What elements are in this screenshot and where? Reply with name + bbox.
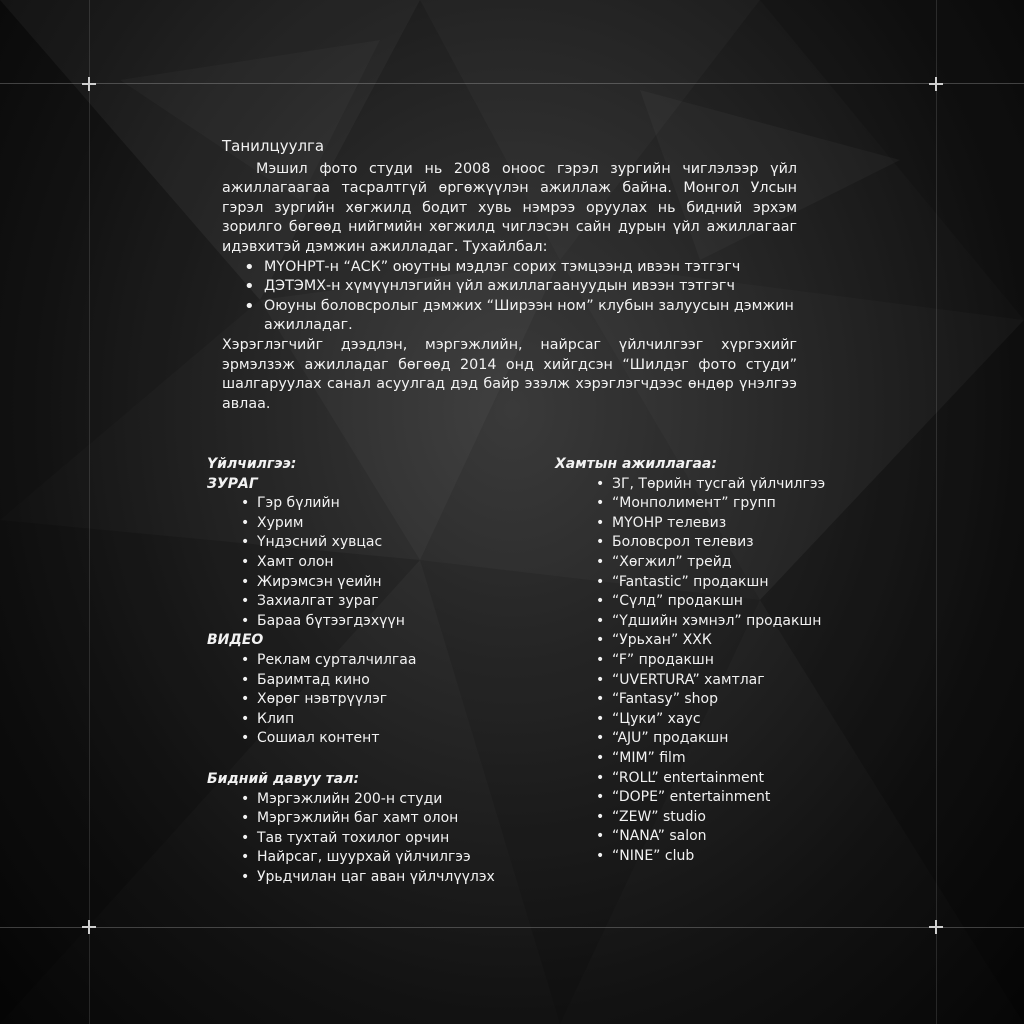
list-item: • “Урьхан” ХХК [596, 631, 855, 651]
photo-services-list [207, 494, 507, 631]
intro-paragraph: Мэшил фото студи нь 2008 оноос гэрэл зургийн чиглэлээр үйл ажиллагаагаа тасралтгүй өргөжүүлэн ажиллаж байна. Монгол Улсын гэрэл зургийн хөгжилд бодит хувь нэмрээ оруулах нь бидний эрхэм зорилго бөгөөд нийгмийн хөгжилд чиглэсэн сайн дурын үйл ажиллагааг идэвхитэй дэмжин ажилладаг. Тухайлбал: [222, 160, 797, 255]
list-item: • Жирэмсэн үеийн [241, 573, 507, 593]
list-item: • “DOPE” entertainment [596, 788, 855, 808]
list-item: • Гэр бүлийн [241, 494, 507, 514]
guide-line-top [0, 83, 1024, 84]
partners-heading: Хамтын ажиллагаа: [555, 456, 717, 472]
services-heading: Үйлчилгээ: [207, 456, 297, 472]
list-item: • Баримтад кино [241, 671, 507, 691]
list-item: • Боловсрол телевиз [596, 533, 855, 553]
photo-heading: ЗУРАГ [207, 475, 258, 492]
intro-list-item: • Оюуны боловсролыг дэмжих “Ширээн ном” клубын залуусын дэмжин ажилладаг. [244, 297, 797, 336]
intro-title: Танилцуулга [222, 137, 325, 155]
list-item: • “Сүлд” продакшн [596, 592, 855, 612]
list-item: • Урьдчилан цаг аван үйлчлүүлэх [241, 868, 507, 888]
list-item: • “Үдшийн хэмнэл” продакшн [596, 612, 855, 632]
list-item: • “F” продакшн [596, 651, 855, 671]
intro-paragraph-closing: Хэрэглэгчийг дээдлэн, мэргэжлийн, найрсаг үйлчилгээг хүргэхийг эрмэлзэж ажилладаг бөгөөд 2014 онд хийгдсэн “Шилдэг фото студи” шалгаруулах санал асуулгад дэд байр эзэлж хэрэглэгчдээс өндөр үнэлгээ авлаа. [222, 336, 797, 412]
list-item: • МҮОНР телевиз [596, 514, 855, 534]
list-item: • Мэргэжлийн баг хамт олон [241, 809, 507, 829]
list-item: • “UVERTURA” хамтлаг [596, 671, 855, 691]
list-item: • Найрсаг, шуурхай үйлчилгээ [241, 848, 507, 868]
intro-list-item: • ДЭТЭМХ-н хүмүүнлэгийн үйл ажиллагаануудын ивээн тэтгэгч [244, 277, 797, 297]
list-item: • Үндэсний хувцас [241, 533, 507, 553]
intro-section [222, 137, 797, 414]
list-item: • Хурим [241, 514, 507, 534]
advantages-heading: Бидний давуу тал: [207, 770, 360, 787]
partners-list [555, 475, 855, 867]
video-heading: ВИДЕО [207, 632, 264, 649]
list-item: • Клип [241, 710, 507, 730]
list-item: • Хөрөг нэвтрүүлэг [241, 690, 507, 710]
intro-list [222, 258, 797, 336]
list-item: • “NANA” salon [596, 827, 855, 847]
crop-mark-top-right [929, 77, 943, 91]
advantages-list [207, 790, 507, 888]
partners-column [555, 455, 855, 866]
list-item: • Реклам сурталчилгаа [241, 651, 507, 671]
guide-line-bottom [0, 927, 1024, 928]
list-item: • Захиалгат зураг [241, 592, 507, 612]
video-services-list [207, 651, 507, 749]
list-item: • “Fantastic” продакшн [596, 573, 855, 593]
list-item: • “Монполимент” групп [596, 494, 855, 514]
list-item: • Хамт олон [241, 553, 507, 573]
intro-list-item: • МҮОНРТ-н “АСК” оюутны мэдлэг сорих тэмцээнд ивээн тэтгэгч [244, 258, 797, 278]
list-item: • Тав тухтай тохилог орчин [241, 829, 507, 849]
list-item: • ЗГ, Төрийн тусгай үйлчилгээ [596, 475, 855, 495]
list-item: • Мэргэжлийн 200-н студи [241, 790, 507, 810]
guide-line-right [936, 0, 937, 1024]
guide-line-left [89, 0, 90, 1024]
list-item: • “Fantasy” shop [596, 690, 855, 710]
list-item: • Сошиал контент [241, 729, 507, 749]
crop-mark-top-left [82, 77, 96, 91]
list-item: • Бараа бүтээгдэхүүн [241, 612, 507, 632]
list-item: • “AJU” продакшн [596, 729, 855, 749]
services-column [207, 455, 507, 887]
list-item: • “NINE” club [596, 847, 855, 867]
crop-mark-bottom-right [929, 920, 943, 934]
list-item: • “Цуки” хаус [596, 710, 855, 730]
crop-mark-bottom-left [82, 920, 96, 934]
list-item: • “MIM” film [596, 749, 855, 769]
list-item: • “Хөгжил” трейд [596, 553, 855, 573]
list-item: • “ROLL” entertainment [596, 769, 855, 789]
list-item: • “ZEW” studio [596, 808, 855, 828]
